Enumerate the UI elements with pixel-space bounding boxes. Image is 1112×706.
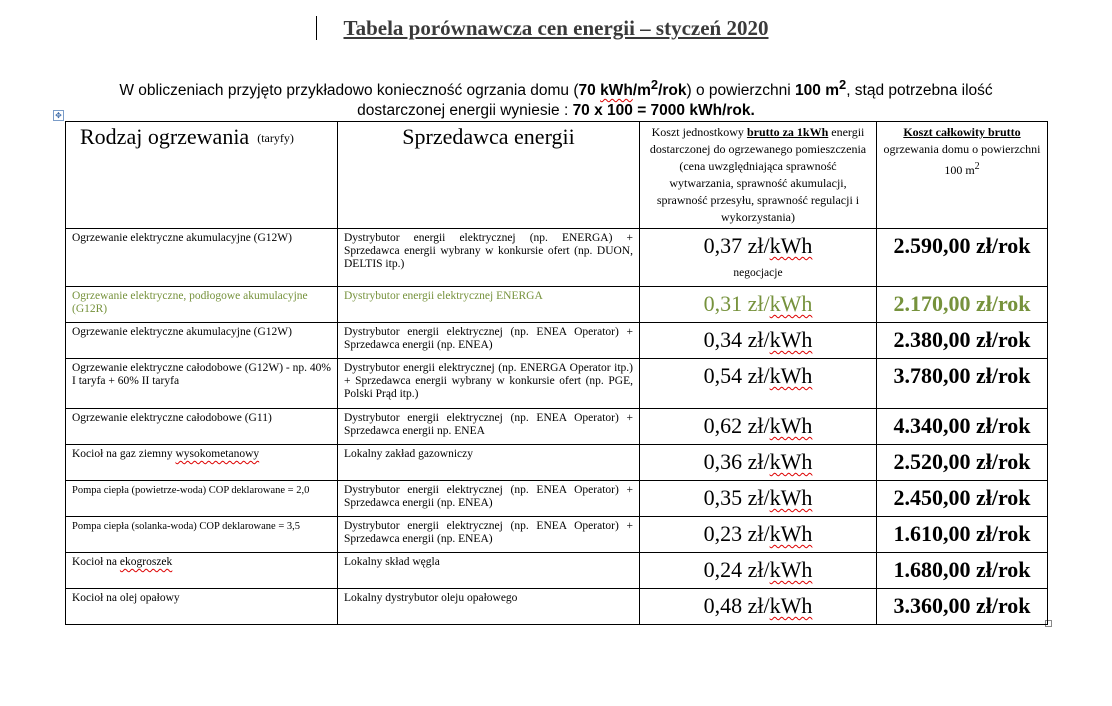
heating-type-cell: Ogrzewanie elektryczne całodobowe (G12W) - np. 40% I taryfa + 60% II taryfa <box>66 359 338 409</box>
unit-price-cell: 0,37 zł/kWh negocjacje <box>640 229 877 287</box>
unit-price-cell: 0,24 zł/kWh <box>640 553 877 589</box>
header-seller: Sprzedawca energii <box>338 122 640 229</box>
seller-cell: Dystrybutor energii elektrycznej (np. ENERGA Operator itp.) + Sprzedawca energii wybrany w konkursie ofert (np. PGE, Polski Prąd itp.) <box>338 359 640 409</box>
unit-price-cell: 0,23 zł/kWh <box>640 517 877 553</box>
seller-cell: Dystrybutor energii elektrycznej (np. ENEA Operator) + Sprzedawca energii np. ENEA <box>338 409 640 445</box>
total-cost-cell: 2.450,00 zł/rok <box>877 481 1048 517</box>
total-cost-cell: 2.590,00 zł/rok <box>877 229 1048 287</box>
seller-cell: Lokalny zakład gazowniczy <box>338 445 640 481</box>
move-handle-icon[interactable]: ✥ <box>53 110 64 121</box>
header-heating-type: Rodzaj ogrzewania (taryfy) <box>66 122 338 229</box>
unit-price-cell: 0,31 zł/kWh <box>640 287 877 323</box>
table-row <box>66 445 1048 481</box>
text-cursor <box>316 16 317 40</box>
intro-paragraph: W obliczeniach przyjęto przykładowo konieczność ogrzania domu (70 kWh/$m^2/rok$) o powierzchni 100 $m^2$, stąd potrzebna ilość dostarczonej energii wyniesie : 70 x 100 = 7000 kWh/rok. <box>119 77 993 120</box>
table-header-row <box>66 122 1048 229</box>
table-row <box>66 229 1048 287</box>
heating-type-cell: Pompa ciepła (powietrze-woda) COP deklarowane = 2,0 <box>66 481 338 517</box>
table-row <box>66 553 1048 589</box>
heating-type-cell: Pompa ciepła (solanka-woda) COP deklarowane = 3,5 <box>66 517 338 553</box>
table-row <box>66 481 1048 517</box>
unit-price-cell: 0,48 zł/kWh <box>640 589 877 625</box>
seller-cell: Dystrybutor energii elektrycznej ENERGA <box>338 287 640 323</box>
unit-price-cell: 0,35 zł/kWh <box>640 481 877 517</box>
header-total-cost: Koszt całkowity brutto ogrzewania domu o powierzchni 100 $m^2$ <box>877 122 1048 229</box>
seller-cell: Dystrybutor energii elektrycznej (np. ENEA Operator) + Sprzedawca energii (np. ENEA) <box>338 517 640 553</box>
total-cost-cell: 2.170,00 zł/rok <box>877 287 1048 323</box>
table-row <box>66 359 1048 409</box>
heating-type-cell: Kocioł na olej opałowy <box>66 589 338 625</box>
total-cost-cell: 4.340,00 zł/rok <box>877 409 1048 445</box>
seller-cell: Dystrybutor energii elektrycznej (np. ENERGA) + Sprzedawca energii wybrany w konkursie ofert (np. DUON, DELTIS itp.) <box>338 229 640 287</box>
table-row-highlighted <box>66 287 1048 323</box>
unit-price-cell: 0,54 zł/kWh <box>640 359 877 409</box>
total-cost-cell: 1.610,00 zł/rok <box>877 517 1048 553</box>
heating-type-cell: Ogrzewanie elektryczne akumulacyjne (G12W) <box>66 323 338 359</box>
unit-price-cell: 0,34 zł/kWh <box>640 323 877 359</box>
heating-type-cell: Ogrzewanie elektryczne, podłogowe akumulacyjne (G12R) <box>66 287 338 323</box>
table-row <box>66 517 1048 553</box>
heating-type-cell: Kocioł na gaz ziemny wysokometanowy <box>66 445 338 481</box>
seller-cell: Lokalny skład węgla <box>338 553 640 589</box>
total-cost-cell: 2.520,00 zł/rok <box>877 445 1048 481</box>
table-row <box>66 589 1048 625</box>
header-unit-cost: Koszt jednostkowy brutto za 1kWh energii dostarczonej do ogrzewanego pomieszczenia (cena uwzględniająca sprawność wytwarzania, sprawność akumulacji, sprawność przesyłu, sprawność regulacji i wykorzystania) <box>640 122 877 229</box>
unit-price-cell: 0,36 zł/kWh <box>640 445 877 481</box>
total-cost-cell: 2.380,00 zł/rok <box>877 323 1048 359</box>
total-cost-cell: 3.360,00 zł/rok <box>877 589 1048 625</box>
seller-cell: Lokalny dystrybutor oleju opałowego <box>338 589 640 625</box>
heating-type-cell: Ogrzewanie elektryczne całodobowe (G11) <box>66 409 338 445</box>
table-row <box>66 323 1048 359</box>
total-cost-cell: 3.780,00 zł/rok <box>877 359 1048 409</box>
price-comparison-table <box>65 121 1048 625</box>
seller-cell: Dystrybutor energii elektrycznej (np. ENEA Operator) + Sprzedawca energii (np. ENEA) <box>338 481 640 517</box>
unit-price-cell: 0,62 zł/kWh <box>640 409 877 445</box>
heating-type-cell: Ogrzewanie elektryczne akumulacyjne (G12W) <box>66 229 338 287</box>
negotiation-note: negocjacje <box>733 267 783 279</box>
total-cost-cell: 1.680,00 zł/rok <box>877 553 1048 589</box>
table-row <box>66 409 1048 445</box>
seller-cell: Dystrybutor energii elektrycznej (np. ENEA Operator) + Sprzedawca energii (np. ENEA) <box>338 323 640 359</box>
document-title: Tabela porównawcza cen energii – styczeń 2020 <box>343 16 769 40</box>
heating-type-cell: Kocioł na ekogroszek <box>66 553 338 589</box>
